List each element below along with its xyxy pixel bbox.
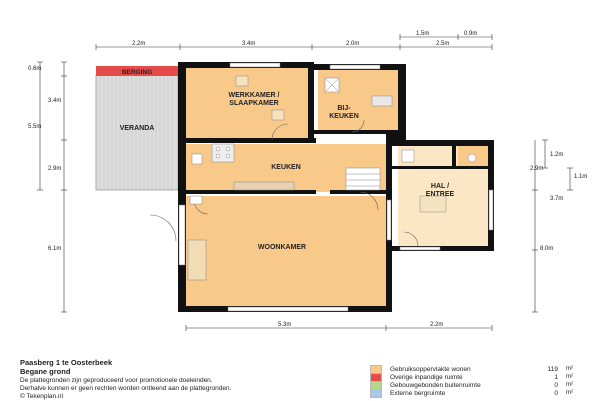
legend-label: Gebouwgebonden buitenruimte xyxy=(390,381,481,389)
floor-name: Begane grond xyxy=(20,367,71,376)
dim-top-3-4: 3.4m xyxy=(242,41,256,47)
dim-top-0-9: 0.9m xyxy=(464,31,478,37)
werkkamer-label: WERKKAMER / xyxy=(228,92,280,99)
dim-left-6-1: 6.1m xyxy=(48,246,62,252)
legend-row xyxy=(370,373,590,381)
dim-top-2-5: 2.5m xyxy=(436,41,450,47)
dim-bottom-2-2: 2.2m xyxy=(430,322,444,328)
legend-unit: m² xyxy=(566,366,573,372)
legend-row xyxy=(370,389,590,397)
legend-row xyxy=(370,365,590,373)
woonkamer-area xyxy=(186,196,386,306)
legend xyxy=(370,365,590,401)
dim-top-2-0: 2.0m xyxy=(346,41,360,47)
berging-label: BERGING xyxy=(121,69,153,76)
dim-right-1-2: 1.2m xyxy=(550,152,564,158)
legend-unit: m² xyxy=(566,374,573,380)
legend-value: 0 xyxy=(554,381,558,389)
legend-value: 119 xyxy=(547,365,558,373)
bijkeuken-label: BIJ- xyxy=(337,105,351,112)
legend-value: 1 xyxy=(554,373,558,381)
dim-right-3-7: 3.7m xyxy=(550,196,564,202)
dim-bottom-5-3: 5.3m xyxy=(278,322,292,328)
veranda-area xyxy=(96,75,178,190)
dim-left-2-9: 2.9m xyxy=(48,166,62,172)
legend-swatch xyxy=(370,389,382,398)
address: Paasberg 1 te Oosterbeek xyxy=(20,358,113,367)
disclaimer-2: Derhalve kunnen er geen rechten worden ontleend aan de plattegronden. xyxy=(20,385,232,392)
dim-top-2-2: 2.2m xyxy=(132,41,146,47)
dim-right-1-1: 1.1m xyxy=(574,174,588,180)
veranda-label: VERANDA xyxy=(119,125,155,132)
disclaimer-1: De plattegronden zijn geproduceerd voor promotionele doeleinden. xyxy=(20,377,213,384)
info-block xyxy=(20,358,231,401)
legend-unit: m² xyxy=(566,390,573,396)
legend-label: Gebruiksoppervlakte wonen xyxy=(390,365,471,373)
hal-label: HAL / xyxy=(430,183,450,190)
dim-left-3-4: 3.4m xyxy=(48,98,62,104)
bijkeuken-label-2: KEUKEN xyxy=(329,113,359,120)
legend-label: Externe bergruimte xyxy=(390,389,446,397)
dim-right-2-9: 2.9m xyxy=(530,166,544,172)
hal-label-2: ENTREE xyxy=(425,191,455,198)
werkkamer-label-2: SLAAPKAMER xyxy=(229,100,279,107)
woonkamer-label: WOONKAMER xyxy=(257,244,307,251)
dim-right-8-0: 8.0m xyxy=(540,246,554,252)
legend-label: Overige inpandige ruimte xyxy=(390,373,463,381)
dim-left-5-5: 5.5m xyxy=(28,124,42,130)
legend-value: 0 xyxy=(554,389,558,397)
legend-unit: m² xyxy=(566,382,573,388)
legend-row xyxy=(370,381,590,389)
dim-top-1-5: 1.5m xyxy=(416,31,430,37)
keuken-label: KEUKEN xyxy=(271,164,301,171)
dim-left-0-6: 0.6m xyxy=(28,66,42,72)
copyright: © Tekenplan.nl xyxy=(20,393,63,400)
